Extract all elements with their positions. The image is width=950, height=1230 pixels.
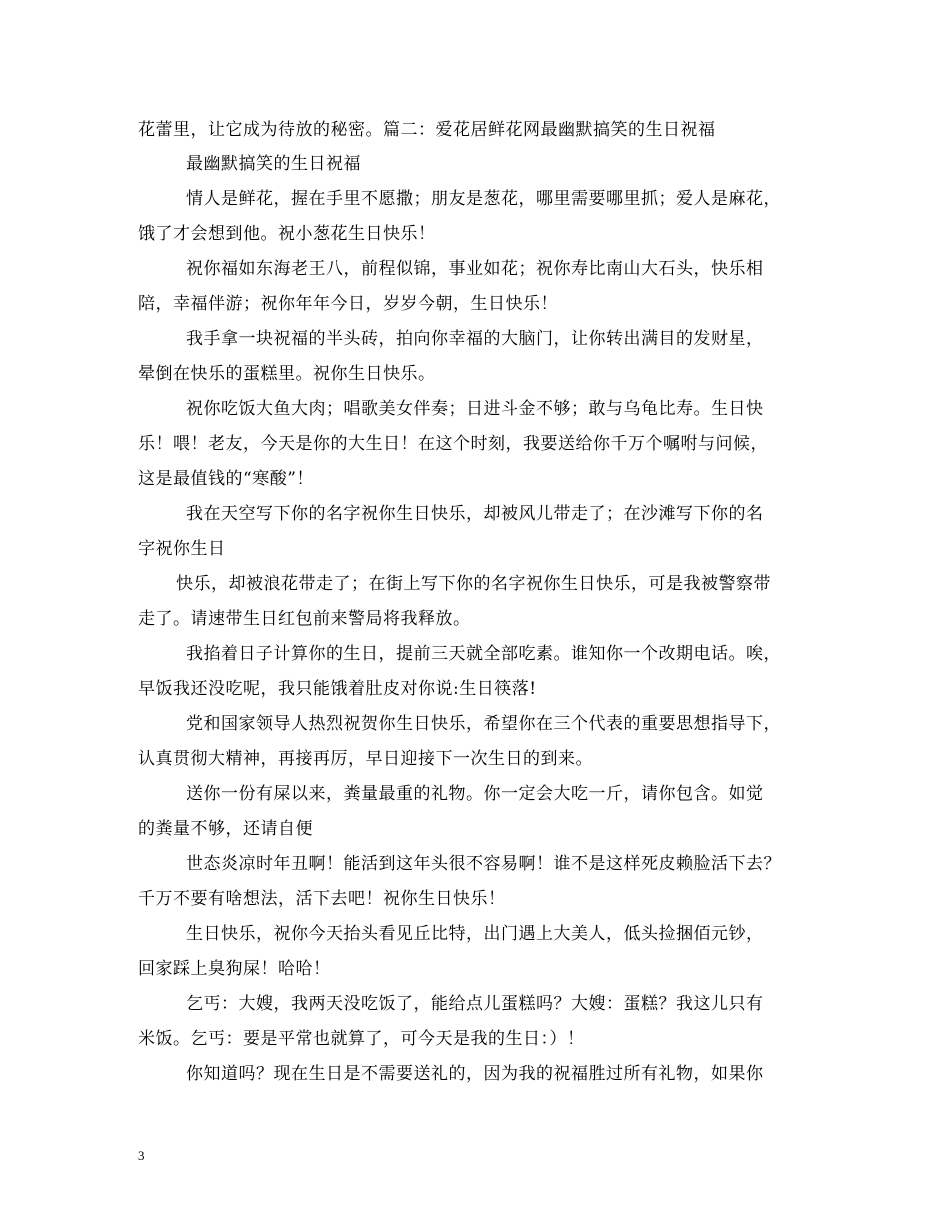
text-line: 祝你吃饭大鱼大肉；唱歌美女伴奏；日进斗金不够；敢与乌龟比寿。生日快 <box>186 399 764 419</box>
text-line: 认真贯彻大精神，再接再厉，早日迎接下一次生日的到来。 <box>138 749 593 769</box>
text-line: 送你一份有屎以来，粪量最重的礼物。你一定会大吃一斤，请你包含。如觉 <box>186 784 764 804</box>
text-line: 千万不要有啥想法，活下去吧！祝你生日快乐！ <box>138 889 506 909</box>
text-line: 米饭。乞丐：要是平常也就算了，可今天是我的生日：）！ <box>138 1029 585 1049</box>
text-line: 生日快乐，祝你今天抬头看见丘比特，出门遇上大美人，低头捡捆佰元钞， <box>186 924 764 944</box>
text-line: 我手拿一块祝福的半头砖，拍向你幸福的大脑门，让你转出满目的发财星， <box>186 329 764 349</box>
text-line: 我在天空写下你的名字祝你生日快乐，却被风儿带走了；在沙滩写下你的名 <box>186 504 764 524</box>
text-line: 这是最值钱的“寒酸”！ <box>138 469 314 489</box>
text-line: 世态炎凉时年丑啊！能活到这年头很不容易啊！谁不是这样死皮赖脸活下去？ <box>186 854 781 874</box>
text-line: 字祝你生日 <box>138 539 226 559</box>
text-line: 的粪量不够，还请自便 <box>138 819 313 839</box>
text-line: 花蕾里，让它成为待放的秘密。篇二：爱花居鲜花网最幽默搞笑的生日祝福 <box>138 120 716 140</box>
text-line: 情人是鲜花，握在手里不愿撒；朋友是葱花，哪里需要哪里抓；爱人是麻花， <box>186 189 781 209</box>
text-line: 早饭我还没吃呢，我只能饿着肚皮对你说:生日筷落! <box>138 679 537 699</box>
text-line: 你知道吗？现在生日是不需要送礼的，因为我的祝福胜过所有礼物，如果你 <box>186 1064 764 1084</box>
text-line: 快乐，却被浪花带走了；在街上写下你的名字祝你生日快乐，可是我被警察带 <box>176 574 771 594</box>
section-heading: 最幽默搞笑的生日祝福 <box>186 154 361 174</box>
text-line: 晕倒在快乐的蛋糕里。祝你生日快乐。 <box>138 364 436 384</box>
text-line: 祝你福如东海老王八，前程似锦，事业如花；祝你寿比南山大石头，快乐相 <box>186 259 764 279</box>
text-line: 党和国家领导人热烈祝贺你生日快乐，希望你在三个代表的重要思想指导下， <box>186 714 781 734</box>
text-line: 乐！喂！老友，今天是你的大生日！在这个时刻，我要送给你千万个嘱咐与问候， <box>138 434 768 454</box>
text-line: 饿了才会想到他。祝小葱花生日快乐！ <box>138 224 436 244</box>
page-number: 3 <box>138 1148 145 1163</box>
text-line: 回家踩上臭狗屎！哈哈！ <box>138 959 331 979</box>
text-line: 我掐着日子计算你的生日，提前三天就全部吃素。谁知你一个改期电话。唉， <box>186 644 781 664</box>
text-line: 陪，幸福伴游；祝你年年今日，岁岁今朝，生日快乐！ <box>138 294 558 314</box>
text-line: 走了。请速带生日红包前来警局将我释放。 <box>138 609 471 629</box>
text-line: 乞丐：大嫂，我两天没吃饭了，能给点儿蛋糕吗？大嫂：蛋糕？我这儿只有 <box>186 994 764 1014</box>
